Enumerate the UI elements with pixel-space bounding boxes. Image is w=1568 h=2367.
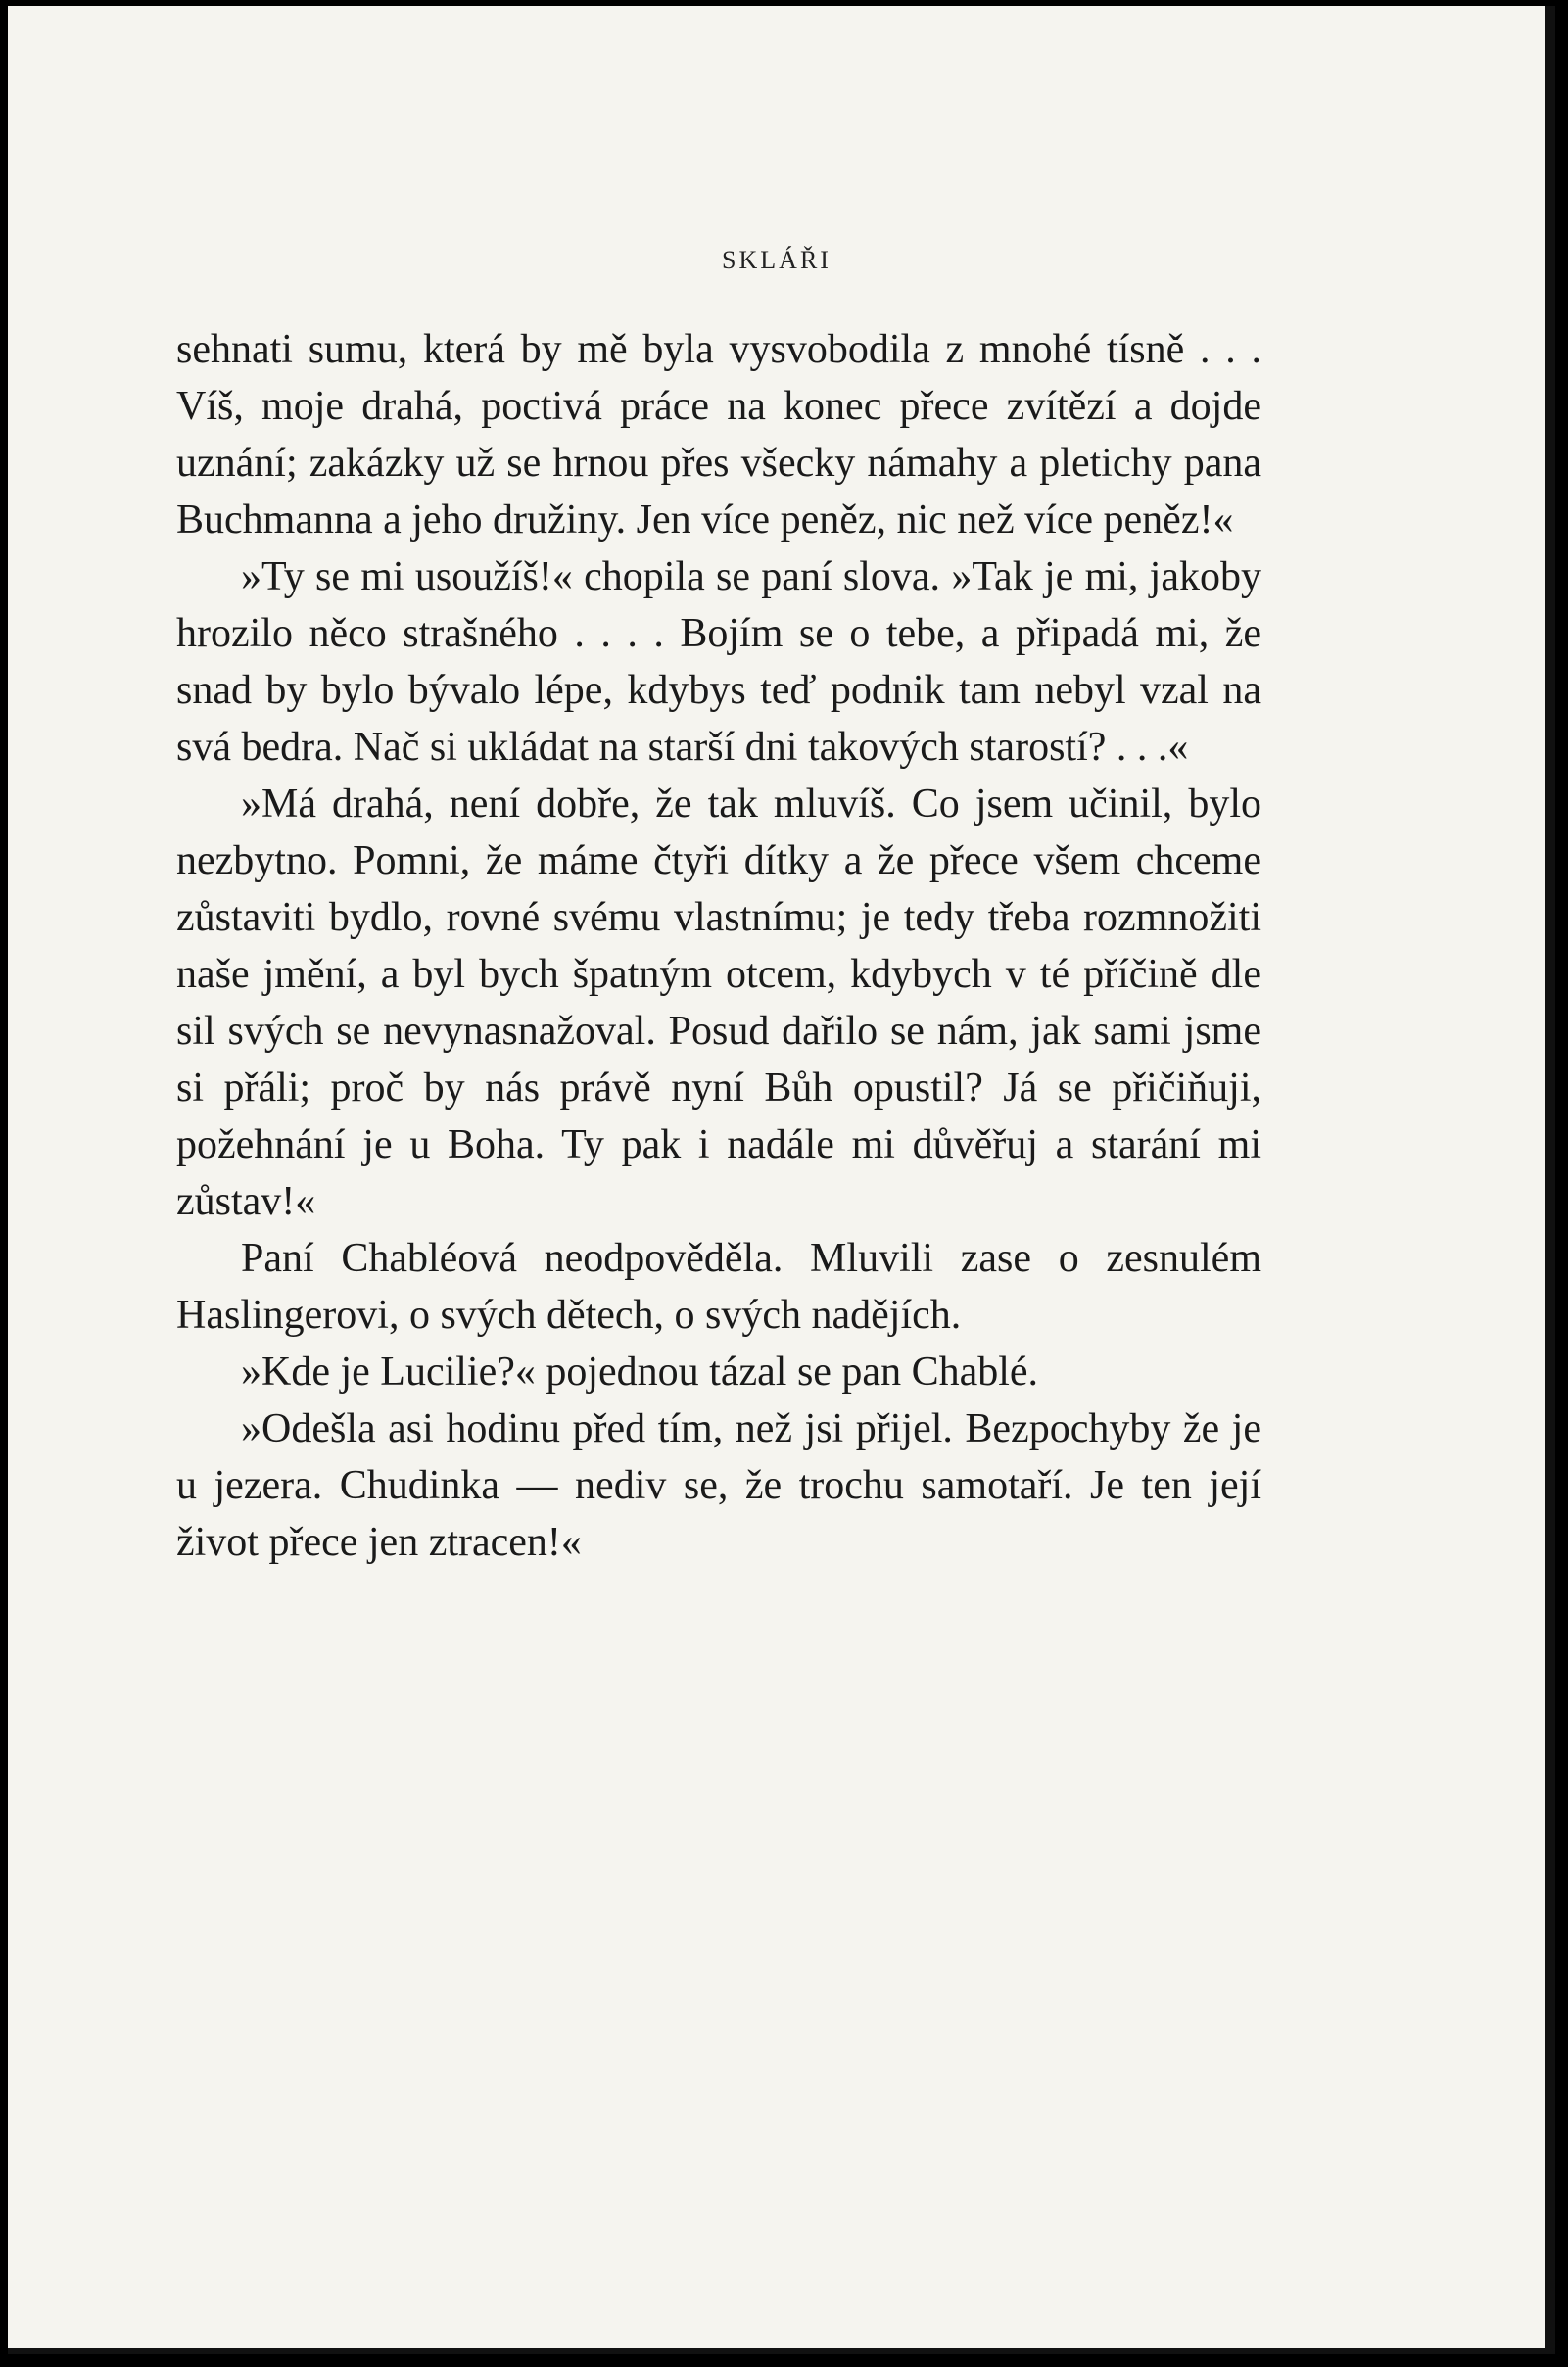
- paragraph: Paní Chabléová neodpověděla. Mluvili zase o zesnulém Haslingerovi, o svých dětech, o svých nadějích.: [176, 1236, 1261, 1338]
- paragraph: sehnati sumu, která by mě byla vysvobodila z mnohé tísně . . . Víš, moje drahá, poctivá práce na konec přece zvítězí a dojde uznání; zakázky už se hrnou přes všecky námahy a pletichy pana Buchmanna a jeho družiny. Jen více peněz, nic než více peněz!«: [176, 327, 1261, 543]
- paragraph: »Odešla asi hodinu před tím, než jsi přijel. Bezpochyby že je u jezera. Chudinka — nediv se, že trochu samotaří. Je ten její život přece jen ztracen!«: [176, 1406, 1261, 1565]
- paragraph: »Kde je Lucilie?« pojednou tázal se pan Chablé.: [241, 1349, 1039, 1395]
- paragraph: »Ty se mi usoužíš!« chopila se paní slova. »Tak je mi, jakoby hrozilo něco strašného . . . . Bojím se o tebe, a připadá mi, že snad by bylo bývalo lépe, kdybys teď podnik tam nebyl vzal na svá bedra. Nač si ukládat na starší dni takových starostí? . . .«: [176, 554, 1261, 770]
- paragraph: »Má drahá, není dobře, že tak mluvíš. Co jsem učinil, bylo nezbytno. Pomni, že máme čtyři dítky a že přece všem chceme zůstaviti bydlo, rovné svému vlastnímu; je tedy třeba rozmnožiti naše jmění, a byl bych špatným otcem, kdybych v té příčině dle sil svých se nevynasnažoval. Posud dařilo se nám, jak sami jsme si přáli; proč by nás právě nyní Bůh opustil? Já se přičiňuji, požehnání je u Boha. Ty pak i nadále mi důvěřuj a starání mi zůstav!«: [176, 781, 1261, 1224]
- book-page: [8, 6, 1555, 2354]
- body-text: [176, 321, 1261, 1571]
- running-head: SKLÁŘI: [722, 246, 832, 274]
